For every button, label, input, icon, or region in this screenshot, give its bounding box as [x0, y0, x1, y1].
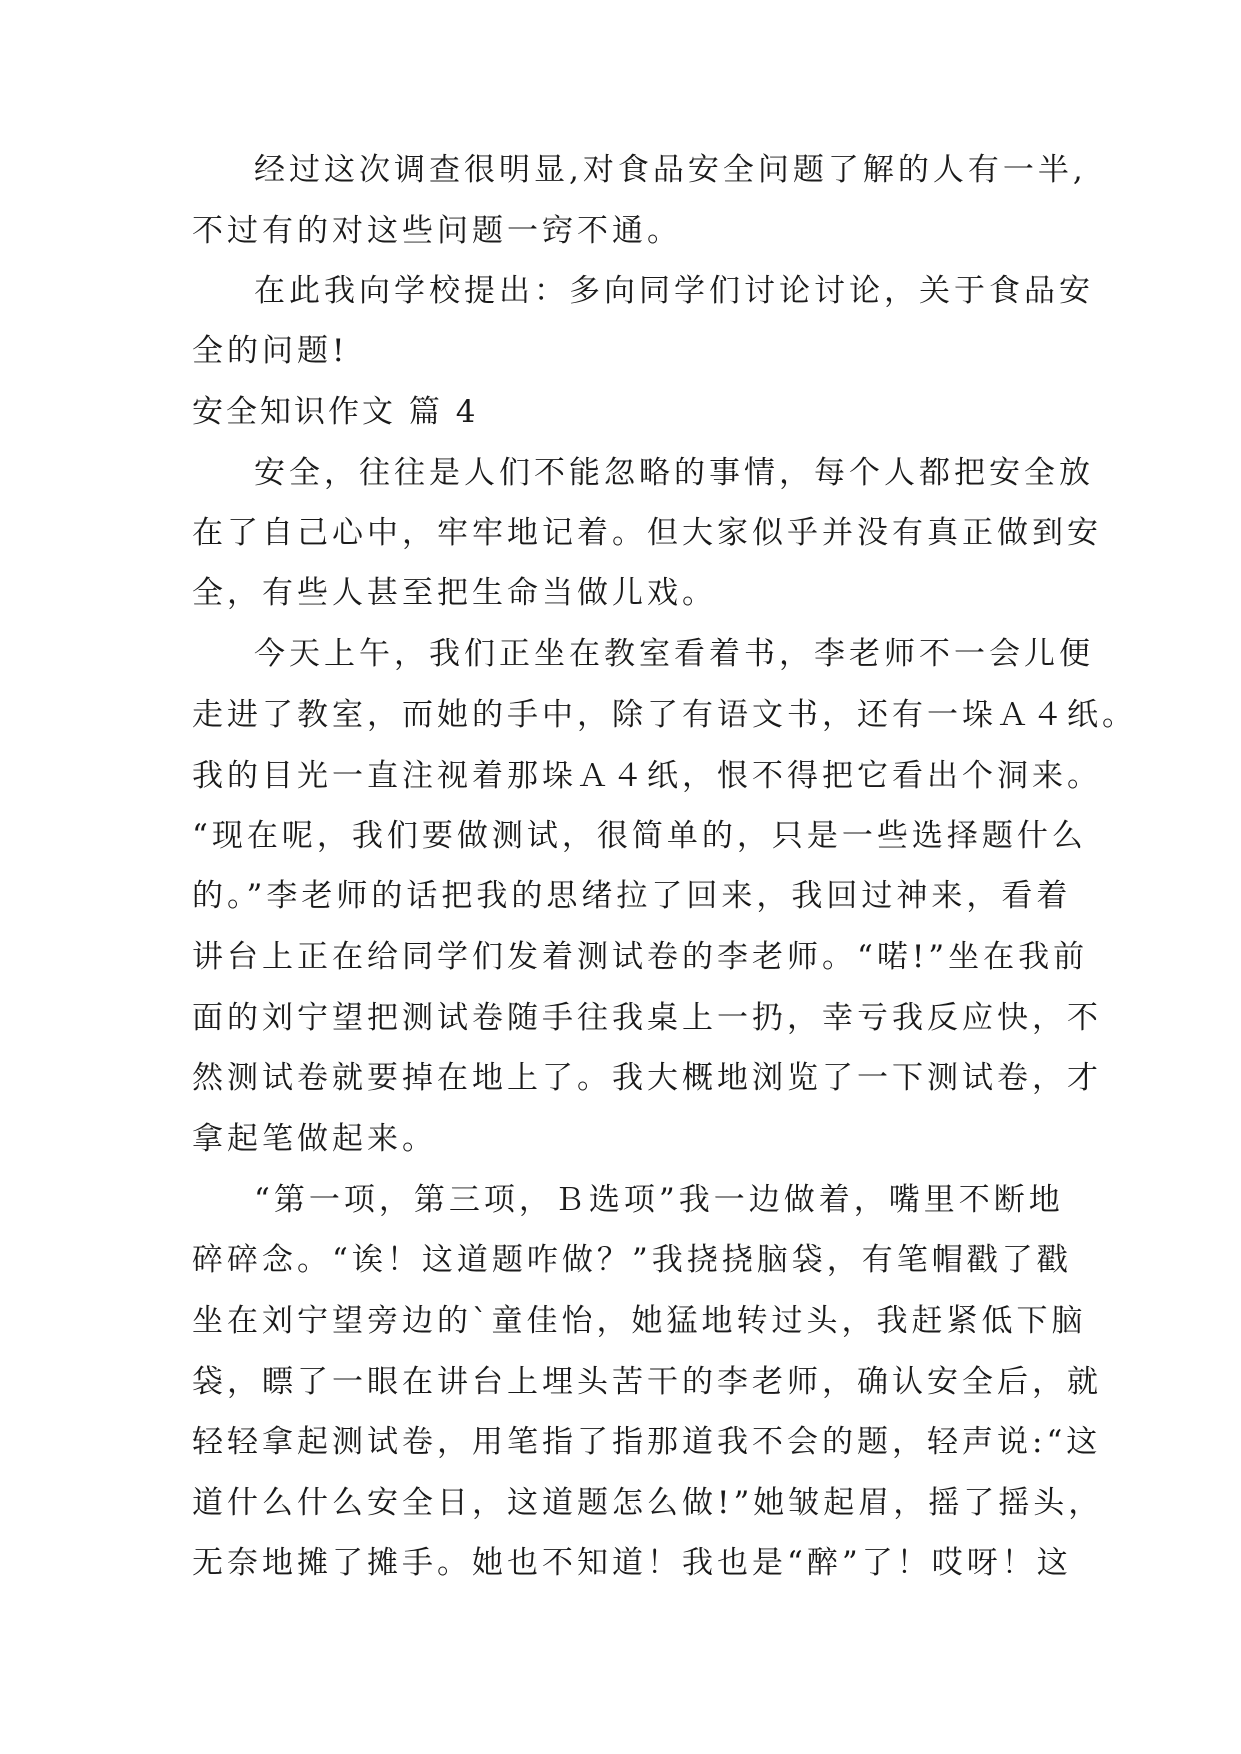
paragraph-line: 我的目光一直注视着那垛Ａ４纸，恨不得把它看出个洞来。 [192, 758, 1102, 794]
paragraph-line: 今天上午，我们正坐在教室看着书，李老师不一会儿便 [254, 636, 1094, 672]
section-heading: 安全知识作文 篇 4 [192, 394, 479, 430]
paragraph-line: 道什么什么安全日，这道题怎么做!”她皱起眉，摇了摇头， [192, 1485, 1104, 1521]
paragraph-line: 无奈地摊了摊手。她也不知道！我也是“醉”了！哎呀！这 [192, 1545, 1072, 1581]
paragraph-line: 轻轻拿起测试卷，用笔指了指那道我不会的题，轻声说:“这 [192, 1424, 1102, 1460]
paragraph-line: 不过有的对这些问题一窍不通。 [192, 213, 682, 249]
paragraph-line: 坐在刘宁望旁边的`童佳怡，她猛地转过头，我赶紧低下脑 [192, 1303, 1087, 1339]
paragraph-line: 袋，瞟了一眼在讲台上埋头苦干的李老师，确认安全后，就 [192, 1364, 1102, 1400]
paragraph-line: 走进了教室，而她的手中，除了有语文书，还有一垛Ａ４纸。 [192, 697, 1137, 733]
paragraph-line: 面的刘宁望把测试卷随手往我桌上一扔，幸亏我反应快，不 [192, 1000, 1102, 1036]
paragraph-line: 在了自己心中，牢牢地记着。但大家似乎并没有真正做到安 [192, 515, 1102, 551]
paragraph-line: “现在呢，我们要做测试，很简单的，只是一些选择题什么 [192, 818, 1087, 854]
paragraph-line: 碎碎念。“诶！这道题咋做？”我挠挠脑袋，有笔帽戳了戳 [192, 1242, 1072, 1278]
paragraph-line: 安全，往往是人们不能忽略的事情，每个人都把安全放 [254, 455, 1094, 491]
paragraph-line: 拿起笔做起来。 [192, 1121, 437, 1157]
paragraph-line: 讲台上正在给同学们发着测试卷的李老师。“喏!”坐在我前 [192, 939, 1089, 975]
paragraph-line: 在此我向学校提出：多向同学们讨论讨论，关于食品安 [254, 273, 1094, 309]
paragraph-line: 全的问题! [192, 333, 349, 369]
paragraph-line: 经过这次调查很明显,对食品安全问题了解的人有一半, [254, 152, 1087, 188]
paragraph-line: “第一项，第三项，Ｂ选项”我一边做着，嘴里不断地 [254, 1182, 1064, 1218]
paragraph-line: 然测试卷就要掉在地上了。我大概地浏览了一下测试卷，才 [192, 1060, 1102, 1096]
paragraph-line: 全，有些人甚至把生命当做儿戏。 [192, 575, 717, 611]
paragraph-line: 的。”李老师的话把我的思绪拉了回来，我回过神来，看着 [192, 878, 1072, 914]
